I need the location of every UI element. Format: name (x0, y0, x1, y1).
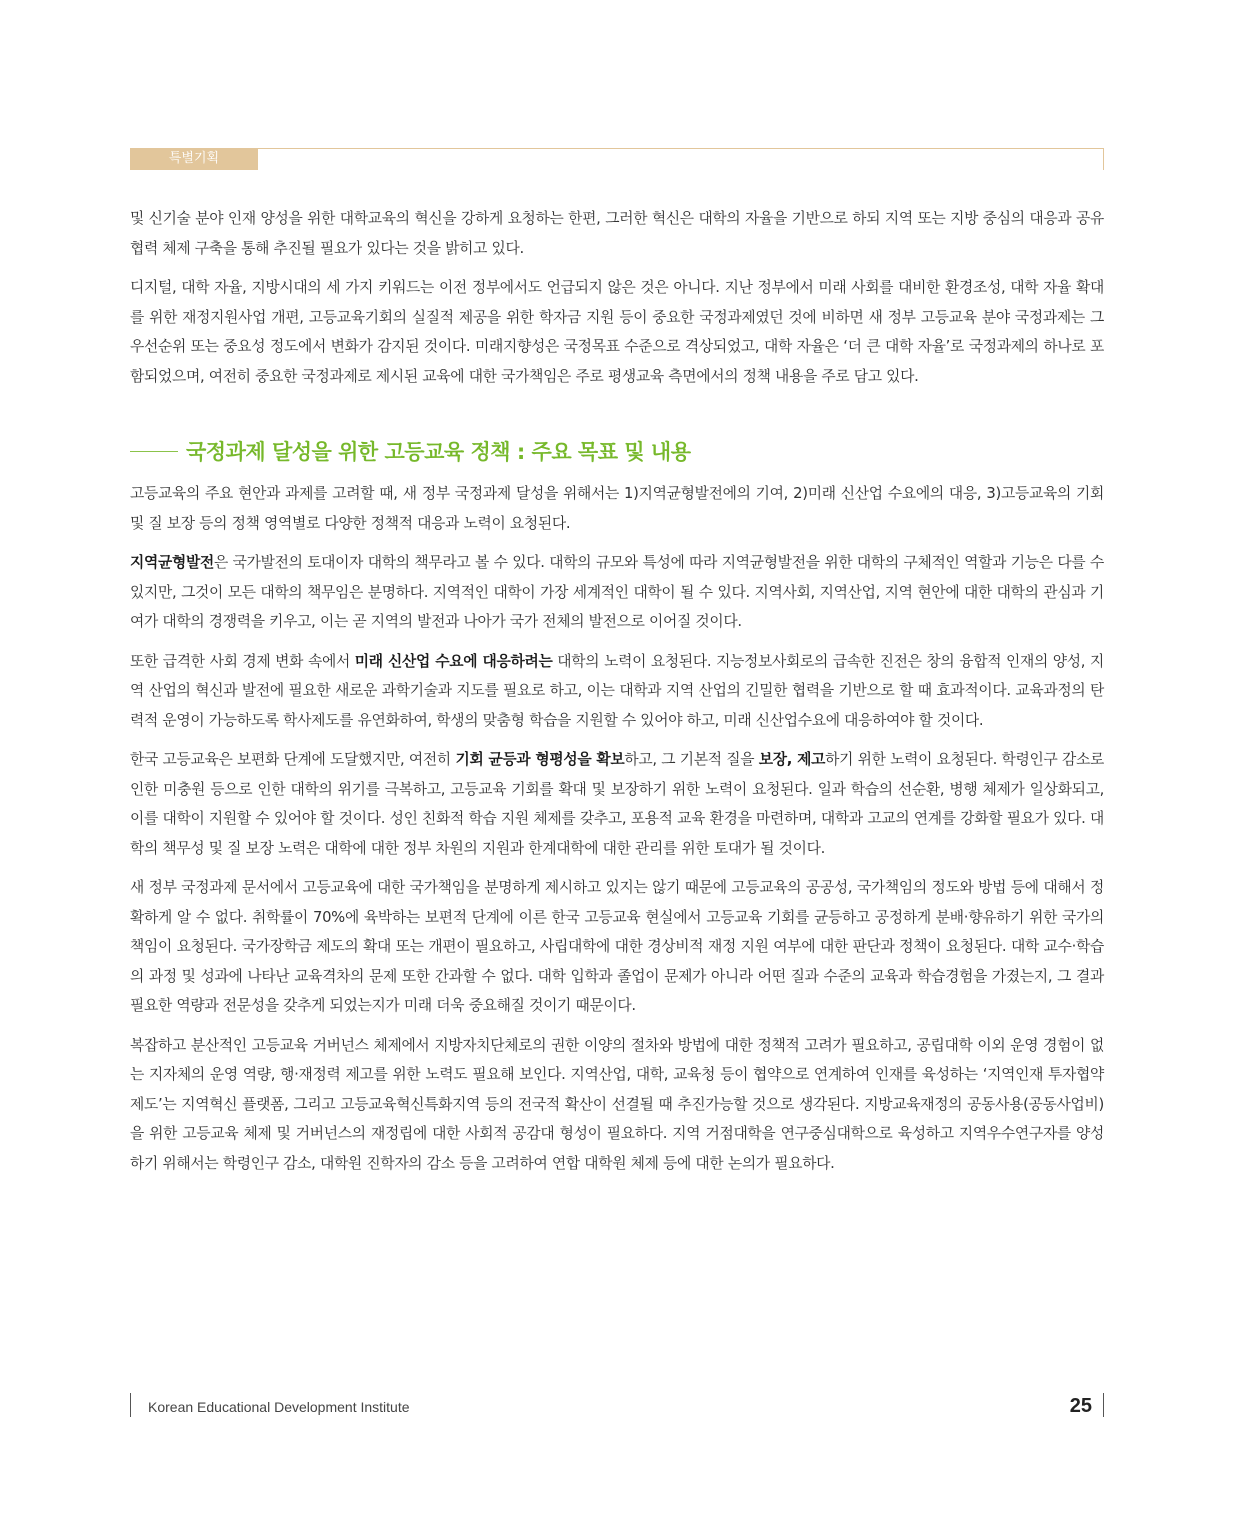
body-paragraph-6: 복잡하고 분산적인 고등교육 거버넌스 체제에서 지방자치단체로의 권한 이양의 절차와 방법에 대한 정책적 고려가 필요하고, 공립대학 이외 운영 경험이 없는 지자체의 운영 역량, 행·재정력 제고를 위한 노력도 필요해 보인다. 지역산업, 대학, 교육청 등이 협약으로 연계하여 인재를 육성하는 ‘지역인재 투자협약제도’는 지역혁신 플랫폼, 그리고 고등교육혁신특화지역 등의 전국적 확산이 선결될 때 추진가능할 것으로 생각된다. 지방교육재정의 공동사용(공동사업비)을 위한 고등교육 체제 및 거버넌스의 재정립에 대한 사회적 공감대 형성이 필요하다. 지역 거점대학을 연구중심대학으로 육성하고 지역우수연구자를 양성하기 위해서는 학령인구 감소, 대학원 진학자의 감소 등을 고려하여 연합 대학원 체제 등에 대한 논의가 필요하다. (130, 1036, 1104, 1172)
page-header (130, 148, 1104, 170)
body-paragraph-5: 새 정부 국정과제 문서에서 고등교육에 대한 국가책임을 분명하게 제시하고 있지는 않기 때문에 고등교육의 공공성, 국가책임의 정도와 방법 등에 대해서 정확하게 알 수 없다. 취학률이 70%에 육박하는 보편적 단계에 이른 한국 고등교육 현실에서 고등교육 기회를 균등하고 공정하게 분배·향유하기 위한 국가의 책임이 요청된다. 국가장학금 제도의 확대 또는 개편이 필요하고, 사립대학에 대한 경상비적 재정 지원 여부에 대한 판단과 정책이 요청된다. 대학 교수·학습의 과정 및 성과에 나타난 교육격차의 문제 또한 간과할 수 없다. 대학 입학과 졸업이 문제가 아니라 어떤 질과 수준의 교육과 학습경험을 가졌는지, 그 결과 필요한 역량과 전문성을 갖추게 되었는지가 미래 더욱 중요해질 것이기 때문이다. (130, 879, 1104, 1014)
body-paragraph-2-text: 은 국가발전의 토대이자 대학의 책무라고 볼 수 있다. 대학의 규모와 특성에 따라 지역균형발전을 위한 대학의 구체적인 역할과 기능은 다를 수 있지만, 그것이 모든 대학의 책무임은 분명하다. 지역적인 대학이 가장 세계적인 대학이 될 수 있다. 지역사회, 지역산업, 지역 현안에 대한 대학의 관심과 기여가 대학의 경쟁력을 키우고, 이는 곧 지역의 발전과 나아가 국가 전체의 발전으로 이어질 것이다. (130, 554, 1104, 630)
section-heading-text: 국정과제 달성을 위한 고등교육 정책 : 주요 목표 및 내용 (186, 440, 691, 464)
page-number: 25 (1069, 1395, 1092, 1417)
footer-right-tick (1103, 1393, 1104, 1417)
footer-left-tick (130, 1393, 131, 1417)
body-paragraph-3 (130, 647, 1104, 736)
emphasis-equal-opportunity: 기회 균등과 형평성을 확보 (455, 751, 625, 768)
intro-paragraph-1: 및 신기술 분야 인재 양성을 위한 대학교육의 혁신을 강하게 요청하는 한편, 그러한 혁신은 대학의 자율을 기반으로 하되 지역 또는 지방 중심의 대응과 공유협력 체제 구축을 통해 추진될 필요가 있다는 것을 밝히고 있다. (130, 210, 1104, 257)
emphasis-quality-assurance: 보장, 제고 (758, 751, 826, 768)
header-tick (1103, 148, 1104, 170)
intro-paragraph-2: 디지털, 대학 자율, 지방시대의 세 가지 키워드는 이전 정부에서도 언급되지 않은 것은 아니다. 지난 정부에서 미래 사회를 대비한 환경조성, 대학 자율 확대를 위한 재정지원사업 개편, 고등교육기회의 실질적 제공을 위한 학자금 지원 등이 중요한 국정과제였던 것에 비하면 새 정부 고등교육 분야 국정과제는 그 우선순위 또는 중요성 정도에서 변화가 감지된 것이다. 미래지향성은 국정목표 수준으로 격상되었고, 대학 자율은 ‘더 큰 대학 자율’로 국정과제의 하나로 포함되었으며, 여전히 중요한 국정과제로 제시된 교육에 대한 국가책임은 주로 평생교육 측면에서의 정책 내용을 주로 담고 있다. (130, 279, 1104, 385)
body-paragraph-3-text: 대학의 노력이 요청된다. 지능정보사회로의 급속한 진전은 창의 융합적 인재의 양성, 지역 산업의 혁신과 발전에 필요한 새로운 과학기술과 지도를 필요로 하고, 이는 대학과 지역 산업의 긴밀한 협력을 기반으로 할 때 효과적이다. 교육과정의 탄력적 운영이 가능하도록 학사제도를 유연화하여, 학생의 맞춤형 학습을 지원할 수 있어야 하고, 미래 신산업수요에 대응하여야 할 것이다. (130, 652, 1104, 729)
body-paragraph-4-mid: 하고, 그 기본적 질을 (624, 751, 759, 768)
emphasis-future-industry: 미래 신산업 수요에 대응하려는 (354, 652, 553, 670)
body-paragraph-4-lead: 한국 고등교육은 보편화 단계에 도달했지만, 여전히 (130, 751, 456, 768)
emphasis-regional-balance: 지역균형발전 (130, 554, 214, 571)
body-paragraph-3-lead: 또한 급격한 사회 경제 변화 속에서 (130, 652, 355, 670)
body-paragraph-4-text: 하기 위한 노력이 요청된다. 학령인구 감소로 인한 미충원 등으로 인한 대학의 위기를 극복하고, 고등교육 기회를 확대 및 보장하기 위한 노력이 요청된다. 일과 학습의 선순환, 병행 체제가 일상화되고, 이를 대학이 지원할 수 있어야 할 것이다. 성인 친화적 학습 지원 체제를 갖추고, 포용적 교육 환경을 마련하며, 대학과 고교의 연계를 강화할 필요가 있다. 대학의 책무성 및 질 보장 노력은 대학에 대한 정부 차원의 지원과 한계대학에 대한 관리를 위한 토대가 될 것이다. (130, 751, 1105, 857)
body-paragraph-1: 고등교육의 주요 현안과 과제를 고려할 때, 새 정부 국정과제 달성을 위해서는 1)지역균형발전에의 기여, 2)미래 신산업 수요에의 대응, 3)고등교육의 기회 및 질 보장 등의 정책 영역별로 다양한 정책적 대응과 노력이 요청된다. (130, 485, 1104, 532)
page-footer (130, 1393, 1104, 1419)
article-body (130, 204, 1104, 1178)
body-paragraph-4 (130, 745, 1104, 863)
footer-organization: Korean Educational Development Institute (148, 1399, 410, 1415)
body-paragraph-2 (130, 548, 1104, 637)
section-tag: 특별기획 (130, 148, 258, 170)
header-rule (258, 148, 1104, 149)
section-heading (130, 435, 1104, 467)
heading-rule (130, 451, 178, 452)
